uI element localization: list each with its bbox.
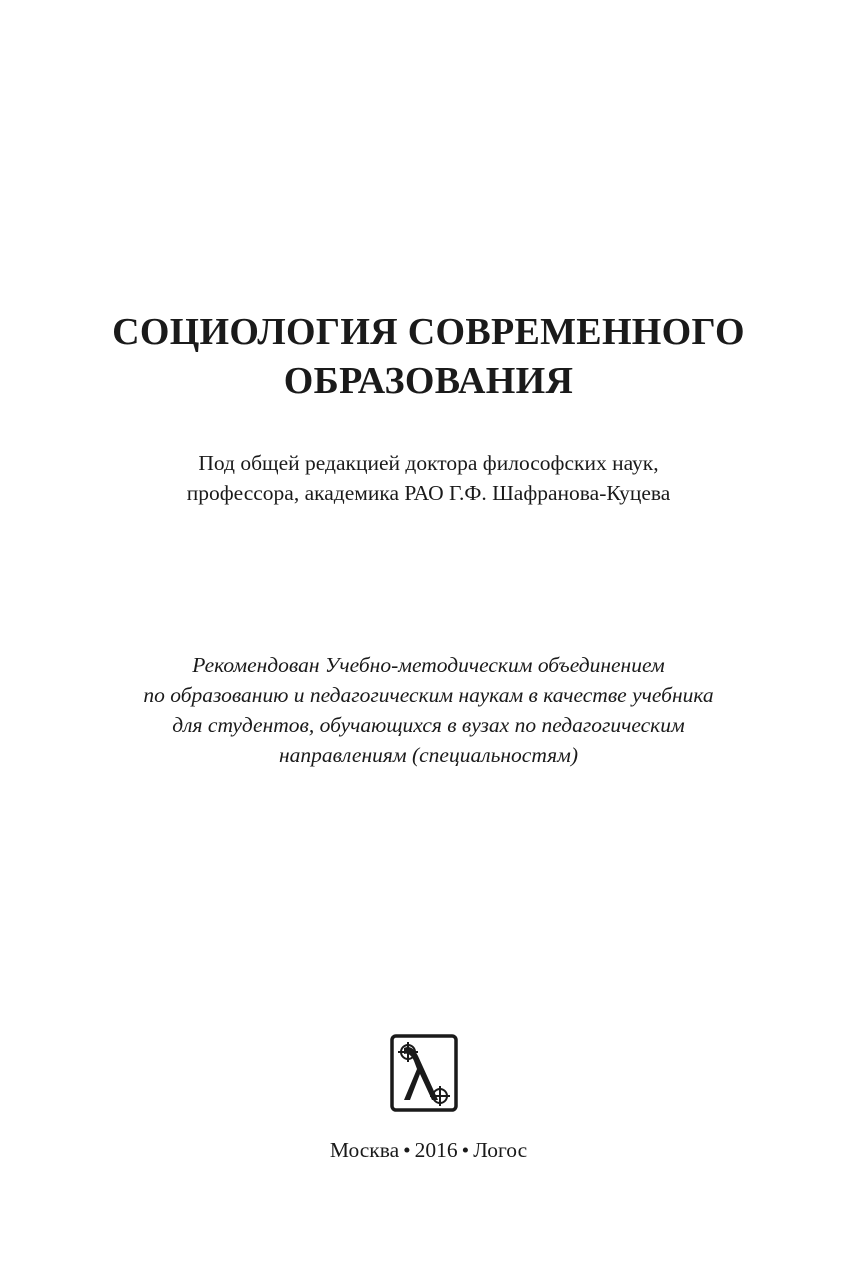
lambda-publisher-logo-icon	[390, 1034, 458, 1112]
editor-credit	[0, 448, 857, 508]
book-title-line-2: ОБРАЗОВАНИЯ	[283, 360, 574, 402]
recommendation-line-3: для студентов, обучающихся в вузах по педагогическим	[172, 713, 685, 737]
imprint-year: 2016	[414, 1138, 458, 1162]
imprint-publisher: Логос	[473, 1138, 528, 1162]
imprint-line	[0, 1135, 857, 1165]
publisher-logo-graphic	[390, 1034, 458, 1112]
recommendation-line-1: Рекомендован Учебно-методическим объединением	[192, 653, 665, 677]
recommendation-line-2: по образованию и педагогическим наукам в качестве учебника	[143, 683, 714, 707]
editor-credit-line-1: Под общей редакцией доктора философских наук,	[198, 451, 659, 475]
book-title-line-1: СОЦИОЛОГИЯ СОВРЕМЕННОГО	[112, 311, 745, 353]
imprint-separator-1: •	[403, 1138, 411, 1162]
editor-credit-line-2: профессора, академика РАО Г.Ф. Шафранова-Куцева	[186, 481, 671, 505]
imprint-separator-2: •	[461, 1138, 470, 1162]
book-title	[0, 308, 857, 406]
imprint-city: Москва	[329, 1138, 400, 1162]
recommendation-line-4: направлениям (специальностям)	[279, 743, 578, 767]
recommendation-note	[0, 650, 857, 770]
